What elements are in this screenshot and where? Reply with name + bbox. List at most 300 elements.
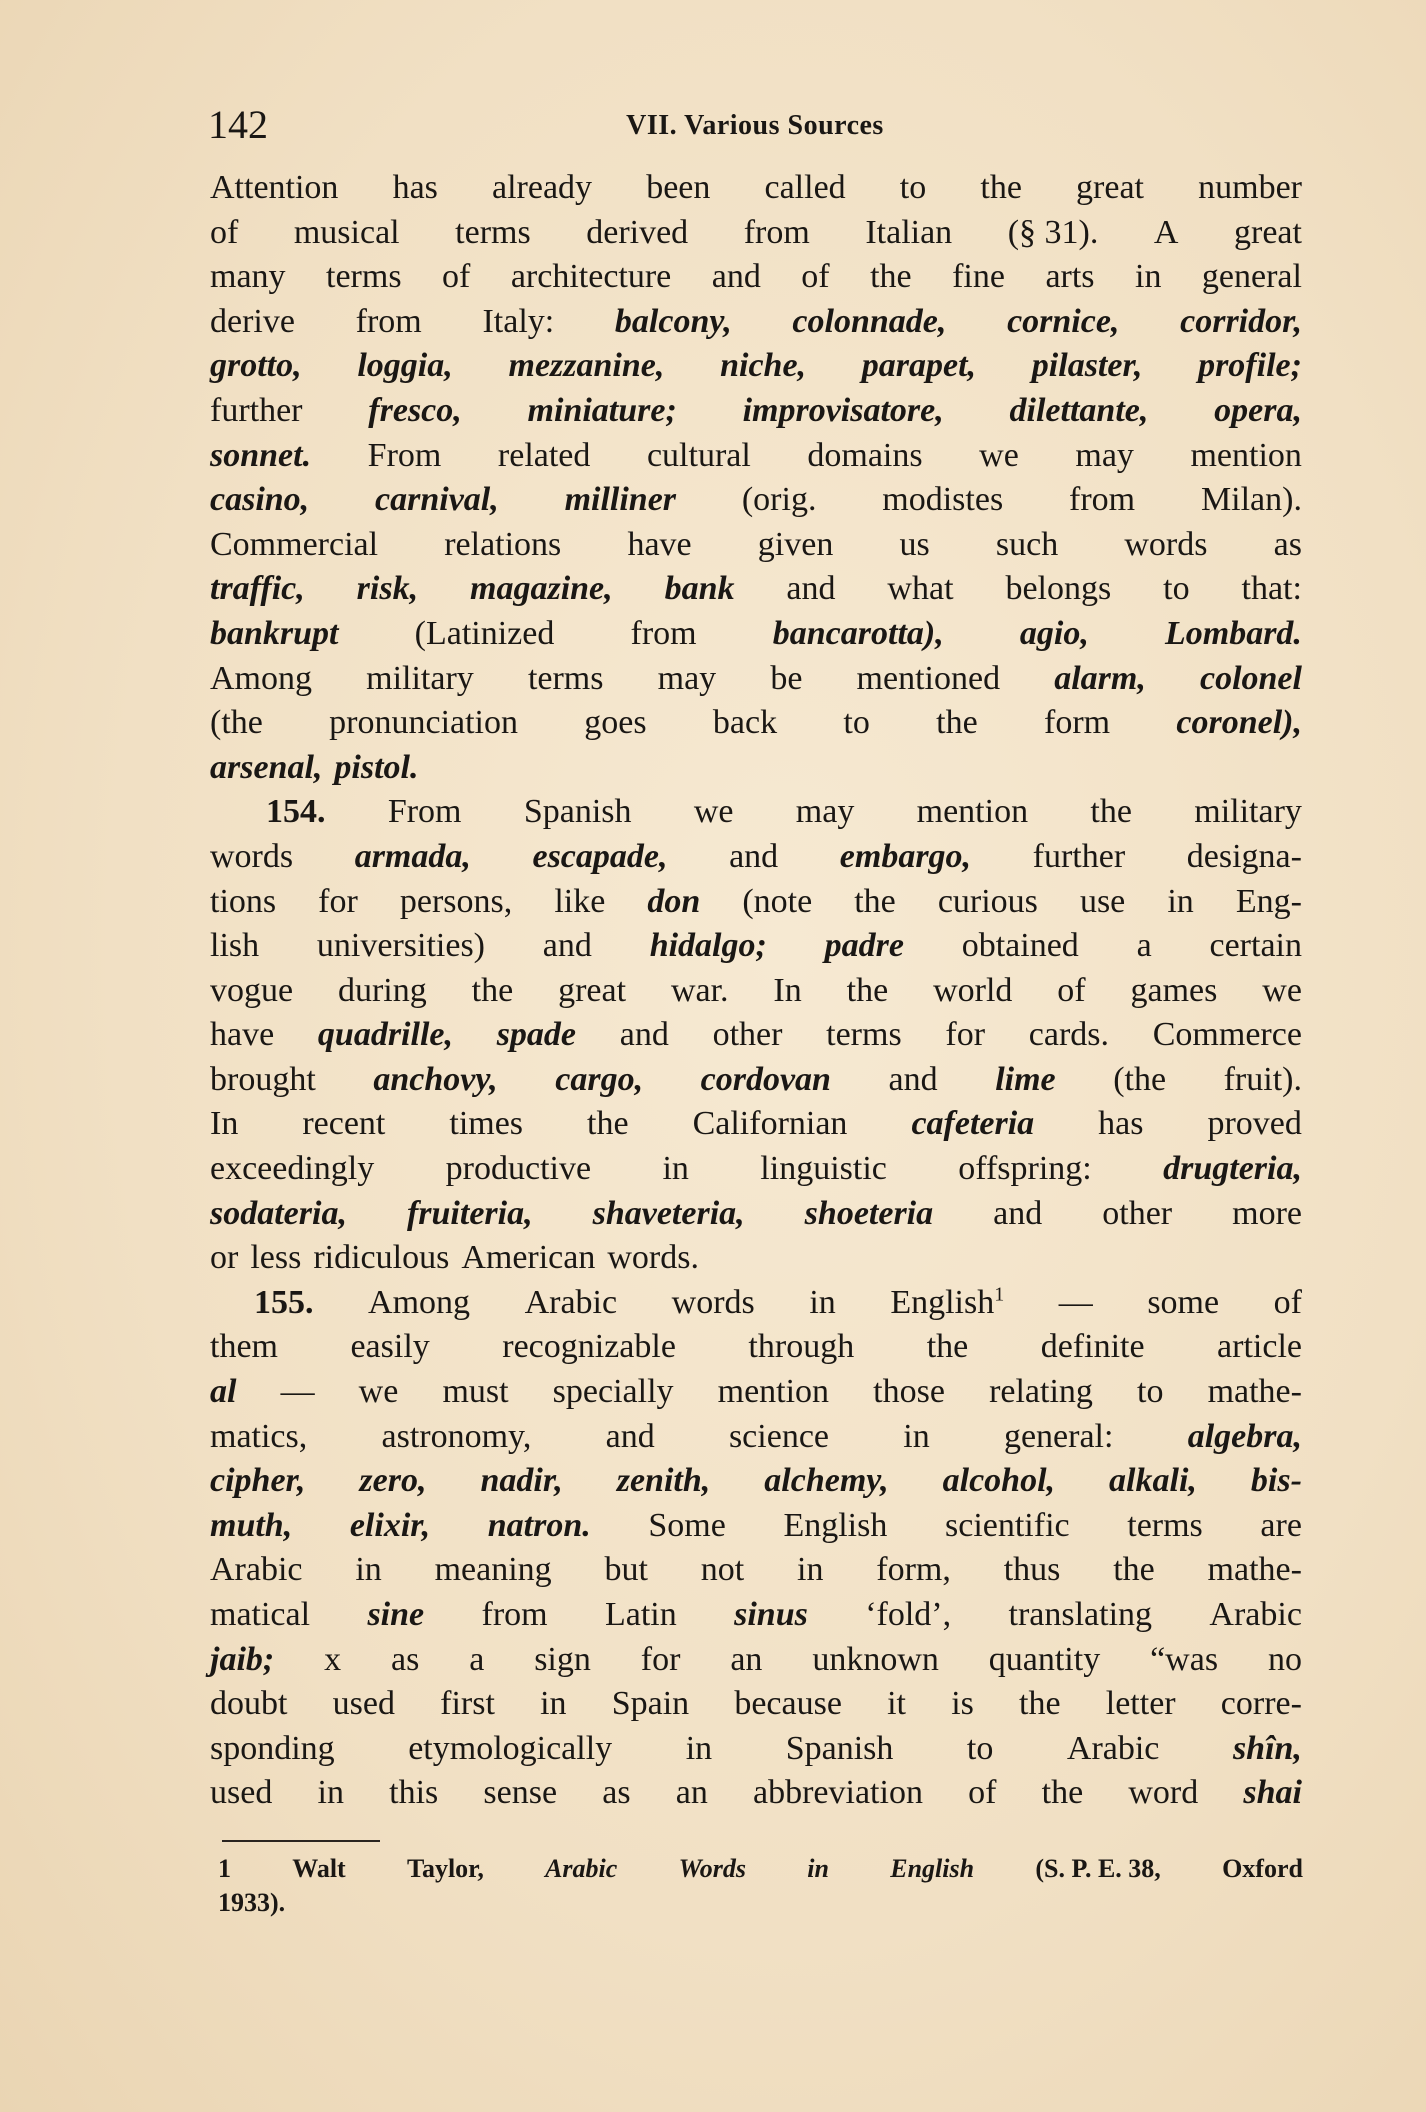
word: exceedingly [210,1150,375,1188]
word: to [1137,1373,1164,1411]
word: the [926,1328,969,1366]
word: has [392,169,438,206]
word: for [640,1640,681,1678]
word: Spanish [523,793,632,831]
word: called [764,169,846,206]
italic-term: sodateria, [210,1194,347,1232]
word: Latin [604,1596,677,1633]
word: derive [210,302,295,340]
word: of [1057,971,1086,1009]
italic-term: loggia, [357,347,453,385]
word: and [619,1016,669,1054]
word: meaning [434,1551,552,1589]
word: quantity [988,1640,1101,1678]
text-line [210,523,1302,568]
footnote-number: 1 [218,1854,231,1883]
text-line [210,701,1302,746]
word: and [711,258,761,296]
word: used [210,1774,273,1812]
footnote-line [218,1886,1303,1920]
word: military [366,659,474,697]
word: may [657,659,717,697]
word: — [1058,1283,1093,1321]
italic-term: arsenal, [210,748,323,786]
text-line [210,612,1302,657]
word: sense [483,1774,558,1812]
italic-term: Words [678,1854,747,1883]
word: use [1079,882,1126,920]
word: terms [455,213,531,251]
italic-term: niche, [720,347,807,385]
word: matical [210,1596,311,1633]
text-line [210,1325,1302,1370]
word: the [587,1105,629,1143]
word: may [795,793,855,831]
word: Arabic [1209,1596,1302,1633]
word: we [358,1373,399,1411]
word: war. [670,971,729,1009]
word: (the [210,704,263,742]
word: form [1044,704,1111,742]
word: Attention [210,169,339,206]
italic-term: al [210,1373,237,1411]
italic-term: armada, [354,837,471,875]
word: less [250,1239,302,1277]
word: used [332,1685,395,1723]
word: pronunciation [329,704,518,742]
word: Taylor, [406,1854,484,1883]
word: times [449,1105,524,1143]
word: mention [916,793,1029,831]
italic-term: coronel), [1176,704,1302,742]
word: linguistic [760,1150,887,1188]
word: as [1273,525,1302,563]
word: in [662,1150,689,1188]
italic-term: casino, [210,481,310,519]
text-line [210,1192,1302,1237]
word: certain [1209,927,1302,965]
word: we [1262,971,1302,1009]
word: vogue [210,971,294,1009]
word: From [387,793,462,831]
word: Arabic [524,1283,618,1321]
italic-term: bank [664,570,735,608]
word: definite [1040,1328,1145,1366]
word: “was [1150,1640,1219,1678]
word: in [355,1551,382,1589]
word: abbreviation [753,1774,923,1812]
text-line [210,1727,1302,1772]
italic-term: cipher, [210,1462,306,1500]
word: easily [350,1328,430,1366]
word: persons, [399,882,513,920]
word: of [968,1774,997,1812]
word: goes [584,704,647,742]
italic-term: escapade, [532,837,668,875]
word: brought [210,1060,316,1098]
italic-term: alchemy, [764,1462,889,1500]
word: military [1194,793,1302,831]
word: mention [717,1373,830,1411]
italic-term: magazine, [470,570,613,608]
italic-term: nadir, [480,1462,563,1500]
running-head: VII. Various Sources [626,110,884,141]
italic-term: sinus [734,1596,808,1633]
word: from [1069,481,1136,519]
word: arts [1045,258,1095,296]
text-line [210,1459,1302,1504]
word: what [887,570,954,608]
text-line [210,1548,1302,1593]
word: translating [1008,1596,1153,1633]
word: general: [1003,1417,1114,1455]
word: mathe- [1207,1551,1302,1589]
section-number: 155. [254,1283,314,1321]
word: English [890,1283,995,1321]
word: letter [1105,1685,1176,1723]
word: (S. P. E. 38, [1035,1854,1161,1883]
word: musical [293,213,400,251]
word: in [809,1283,836,1321]
word: those [873,1373,945,1411]
text-line [210,166,1302,211]
word: of [210,213,239,251]
text-line [210,1593,1302,1638]
word: words [1124,525,1208,563]
text-line [210,478,1302,523]
word: games [1130,971,1218,1009]
word: general [1201,258,1302,296]
text-line [210,924,1302,969]
text-line [210,1370,1302,1415]
italic-term: shai [1243,1774,1302,1812]
word: the [980,169,1022,206]
word: is [951,1685,974,1723]
italic-term: Arabic [545,1854,618,1883]
word: — [280,1373,315,1411]
text-line [210,1013,1302,1058]
italic-term: fresco, [368,391,462,429]
italic-term: balcony, [614,302,732,340]
word: Spanish [785,1729,894,1767]
word: specially [552,1373,674,1411]
word: ridiculous [313,1239,450,1277]
text-line [210,1281,1302,1326]
body-text [210,166,1302,1816]
text-line [210,1682,1302,1727]
italic-term: English [890,1854,975,1883]
word: in [903,1417,930,1455]
word: mention [1190,436,1302,474]
italic-term: elixir, [349,1506,431,1544]
word: us [899,525,930,563]
italic-term: don [647,882,701,920]
word: article [1217,1328,1302,1366]
word: some [1147,1283,1220,1321]
word: Italian [865,213,953,251]
word: from [630,614,697,652]
word: sponding [210,1729,335,1767]
italic-term: traffic, [210,570,305,608]
word: ‘fold’, [865,1596,952,1633]
italic-term: pistol. [334,748,419,786]
word: American [461,1239,596,1277]
footnote-line [218,1852,1303,1886]
italic-term: Lombard. [1164,614,1302,652]
word: terms [326,258,402,296]
italic-term: opera, [1214,391,1302,429]
page-number: 142 [208,102,268,147]
word: science [728,1417,829,1455]
word: fine [952,258,1005,296]
word: or [210,1239,239,1277]
word: the [1113,1551,1155,1589]
text-line [210,1058,1302,1103]
word: Oxford [1222,1854,1303,1883]
word: an [675,1774,708,1812]
word: Arabic [1066,1729,1160,1767]
word: great [558,971,627,1009]
text-line [210,746,1302,791]
word: but [604,1551,648,1589]
word: (the [1113,1060,1167,1098]
word: during [337,971,427,1009]
italic-term: profile; [1198,347,1302,385]
word: designa- [1186,837,1302,875]
italic-term: embargo, [839,837,972,875]
word: such [995,525,1059,563]
word: unknown [812,1640,939,1678]
word: lish [210,927,260,965]
italic-term: padre [824,927,904,965]
footnote [218,1840,1303,1920]
word: for [945,1016,986,1054]
word: we [693,793,734,831]
word: already [492,169,593,206]
word: 1933). [218,1888,286,1917]
italic-term: parapet, [861,347,977,385]
italic-term: shaveteria, [592,1194,745,1232]
text-line [210,835,1302,880]
word: the [854,882,896,920]
italic-term: grotto, [210,347,302,385]
italic-term: cornice, [1007,302,1120,340]
word: From [367,436,442,474]
word: not [700,1551,745,1589]
italic-term: hidalgo; [649,927,767,965]
word: thus [1003,1551,1061,1589]
word: relating [989,1373,1093,1411]
text-line [210,790,1302,835]
text-line [210,344,1302,389]
text-line [210,1236,1302,1281]
italic-term: cordovan [700,1060,831,1098]
word: mathe- [1207,1373,1302,1411]
footnote-marker[interactable]: 1 [994,1283,1005,1306]
word: be [770,659,803,697]
word: in [685,1729,713,1767]
italic-term: milliner [564,481,677,519]
word: and [542,927,592,965]
word: etymologically [408,1729,613,1767]
word: the [471,971,514,1009]
word: great [1234,213,1302,251]
word: been [646,169,711,206]
italic-term: corridor, [1180,302,1302,340]
word: no [1267,1640,1302,1678]
word: words [671,1283,755,1321]
italic-term: bankrupt [210,614,339,652]
word-with-footnote [890,1281,1004,1326]
word: given [757,525,834,563]
word: as [602,1774,631,1812]
word: have [210,1016,275,1054]
text-line [210,1102,1302,1147]
word: them [210,1328,278,1366]
word: has [1098,1105,1144,1143]
word: matics, [210,1417,308,1455]
word: offspring: [958,1150,1092,1188]
word: the [1041,1774,1084,1812]
word: In [773,971,802,1009]
word: from [355,302,422,340]
word: to [899,169,927,206]
word: we [979,436,1019,474]
text-line [210,211,1302,256]
word: that: [1241,570,1302,608]
italic-term: cargo, [555,1060,644,1098]
word: the [936,704,978,742]
word: Commerce [1152,1016,1302,1054]
word: cultural [646,436,751,474]
word: more [1232,1194,1302,1232]
word: In [210,1105,239,1143]
text-line [210,657,1302,702]
word: may [1075,436,1134,474]
text-line [210,1638,1302,1683]
word: corre- [1220,1685,1302,1723]
text-line [210,969,1302,1014]
word: the [870,258,912,296]
word: like [554,882,606,920]
word: must [442,1373,509,1411]
word: of [442,258,471,296]
word: (note [742,882,813,920]
word: the [846,971,889,1009]
text-line [210,1415,1302,1460]
word: modistes [882,481,1004,519]
italic-term: improvisatore, [742,391,944,429]
word: doubt [210,1685,288,1723]
word: mentioned [856,659,1001,697]
word: in [1167,882,1194,920]
word: Among [210,659,312,697]
word: to [1163,570,1190,608]
italic-term: drugteria, [1163,1150,1302,1188]
word: tions [210,882,277,920]
word: cards. [1028,1016,1110,1054]
italic-term: colonnade, [792,302,947,340]
text-line [210,1771,1302,1816]
word: Among [368,1283,471,1321]
italic-term: jaib; [210,1640,275,1678]
word: this [389,1774,439,1812]
word: many [210,258,286,296]
italic-term: quadrille, [317,1016,453,1054]
word: scientific [945,1506,1070,1544]
word: universities) [316,927,485,965]
word: domains [807,436,923,474]
word: for [318,882,358,920]
word: curious [937,882,1038,920]
word: from [481,1596,548,1633]
word: in [317,1774,344,1812]
word: a [1136,927,1152,965]
italic-term: carnival, [375,481,499,519]
italic-term: bancarotta), [772,614,944,652]
text-line [210,880,1302,925]
italic-term: in [807,1854,829,1883]
italic-term: fruiteria, [406,1194,533,1232]
word: A [1153,213,1179,251]
italic-term: algebra, [1187,1417,1302,1455]
italic-term: miniature; [527,391,677,429]
word: a [469,1640,485,1678]
italic-term: zero, [359,1462,427,1500]
text-line [210,300,1302,345]
italic-term: alkali, [1109,1462,1197,1500]
italic-term: alarm, [1054,659,1146,697]
italic-term: sonnet. [210,436,312,474]
italic-term: dilettante, [1009,391,1149,429]
word: terms [1127,1506,1203,1544]
word: in [797,1551,824,1589]
word: because [734,1685,842,1723]
word: Commercial [210,525,379,563]
word: to [966,1729,994,1767]
word: an [730,1640,763,1678]
italic-term: zenith, [616,1462,711,1500]
text-line [210,434,1302,479]
word: and [729,837,779,875]
word: and [888,1060,938,1098]
italic-term: bis- [1250,1462,1302,1500]
word: further [1032,837,1126,875]
word: word [1128,1774,1199,1812]
italic-term: colonel [1199,659,1302,697]
word: belongs [1005,570,1112,608]
word: terms [826,1016,902,1054]
word: relations [444,525,562,563]
word: from [743,213,810,251]
word: and [786,570,836,608]
word: to [843,704,870,742]
italic-term: mezzanine, [508,347,665,385]
italic-term: cafeteria [911,1105,1035,1143]
italic-term: shîn, [1232,1729,1302,1767]
word: recent [302,1105,386,1143]
word: and [605,1417,655,1455]
word: words. [607,1239,699,1277]
word: astronomy, [381,1417,532,1455]
word: of [1273,1283,1302,1321]
word: other [1102,1194,1173,1232]
text-line [210,1147,1302,1192]
word: proved [1207,1105,1302,1143]
word: it [887,1685,907,1723]
word: Walt [292,1854,346,1883]
word: through [748,1328,855,1366]
